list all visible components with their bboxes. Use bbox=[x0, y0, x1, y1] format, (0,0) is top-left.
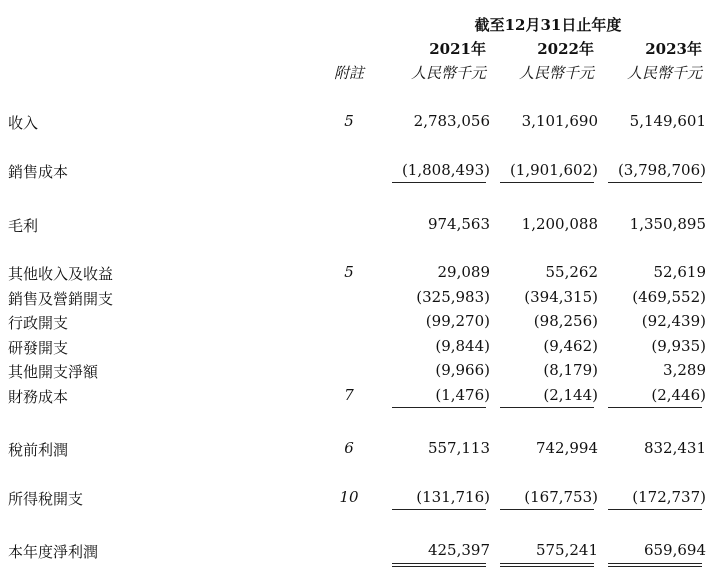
row-note: 10 bbox=[339, 488, 359, 506]
subtotal-rule bbox=[500, 182, 594, 183]
subtotal-rule bbox=[392, 509, 486, 510]
subtotal-rule bbox=[500, 509, 594, 510]
row-value-2022: 3,101,690 bbox=[521, 112, 598, 130]
row-label: 所得稅開支 bbox=[8, 490, 84, 508]
row-value-2023: 5,149,601 bbox=[629, 112, 706, 130]
total-double-rule bbox=[608, 563, 702, 567]
row-note: 5 bbox=[344, 112, 354, 130]
row-note: 5 bbox=[344, 263, 354, 281]
row-value-2022: (8,179) bbox=[543, 361, 598, 379]
subtotal-rule bbox=[608, 509, 702, 510]
subtotal-rule bbox=[608, 182, 702, 183]
row-value-2021: (131,716) bbox=[416, 488, 490, 506]
row-value-2022: (9,462) bbox=[543, 337, 598, 355]
total-double-rule bbox=[500, 563, 594, 567]
row-value-2023: 3,289 bbox=[663, 361, 706, 379]
subtotal-rule bbox=[500, 407, 594, 408]
row-label: 行政開支 bbox=[8, 314, 69, 332]
row-label: 毛利 bbox=[8, 217, 39, 235]
row-value-2023: 659,694 bbox=[643, 541, 706, 559]
row-value-2023: (9,935) bbox=[651, 337, 706, 355]
row-label: 銷售及營銷開支 bbox=[8, 290, 114, 308]
row-value-2022: 575,241 bbox=[535, 541, 598, 559]
row-label: 財務成本 bbox=[8, 388, 69, 406]
year-2022: 2022年 bbox=[537, 40, 594, 58]
row-value-2023: 832,431 bbox=[643, 439, 706, 457]
row-value-2023: (3,798,706) bbox=[617, 161, 706, 179]
row-value-2021: 425,397 bbox=[427, 541, 490, 559]
period-heading: 截至12月31日止年度 bbox=[474, 16, 622, 34]
total-double-rule bbox=[392, 563, 486, 567]
row-label: 稅前利潤 bbox=[8, 441, 69, 459]
row-value-2023: 52,619 bbox=[653, 263, 706, 281]
unit-2022: 人民幣千元 bbox=[518, 64, 594, 82]
row-label: 銷售成本 bbox=[8, 163, 69, 181]
year-2023: 2023年 bbox=[645, 40, 702, 58]
row-value-2022: 742,994 bbox=[535, 439, 598, 457]
row-label: 其他收入及收益 bbox=[8, 265, 114, 283]
row-value-2022: (2,144) bbox=[543, 386, 598, 404]
row-label: 收入 bbox=[8, 114, 39, 132]
row-value-2022: (394,315) bbox=[524, 288, 598, 306]
row-value-2022: 55,262 bbox=[545, 263, 598, 281]
row-value-2021: (325,983) bbox=[416, 288, 490, 306]
unit-2021: 人民幣千元 bbox=[410, 64, 486, 82]
row-note: 7 bbox=[344, 386, 354, 404]
row-value-2021: (99,270) bbox=[425, 312, 490, 330]
unit-2023: 人民幣千元 bbox=[626, 64, 702, 82]
row-value-2021: 557,113 bbox=[427, 439, 490, 457]
year-2021: 2021年 bbox=[429, 40, 486, 58]
row-value-2021: 974,563 bbox=[427, 215, 490, 233]
row-value-2021: 2,783,056 bbox=[413, 112, 490, 130]
row-value-2023: (469,552) bbox=[632, 288, 706, 306]
row-value-2022: (167,753) bbox=[524, 488, 598, 506]
subtotal-rule bbox=[608, 407, 702, 408]
row-value-2022: (98,256) bbox=[533, 312, 598, 330]
row-value-2023: (2,446) bbox=[651, 386, 706, 404]
row-label: 研發開支 bbox=[8, 339, 69, 357]
note-column-header: 附註 bbox=[333, 64, 364, 82]
row-value-2023: 1,350,895 bbox=[629, 215, 706, 233]
row-value-2021: (9,844) bbox=[435, 337, 490, 355]
row-note: 6 bbox=[344, 439, 354, 457]
row-label: 其他開支淨額 bbox=[8, 363, 99, 381]
row-value-2023: (92,439) bbox=[641, 312, 706, 330]
subtotal-rule bbox=[392, 407, 486, 408]
row-value-2021: (1,808,493) bbox=[401, 161, 490, 179]
row-label: 本年度淨利潤 bbox=[8, 543, 99, 561]
row-value-2022: (1,901,602) bbox=[509, 161, 598, 179]
subtotal-rule bbox=[392, 182, 486, 183]
row-value-2023: (172,737) bbox=[632, 488, 706, 506]
row-value-2021: (9,966) bbox=[435, 361, 490, 379]
row-value-2021: 29,089 bbox=[437, 263, 490, 281]
row-value-2021: (1,476) bbox=[435, 386, 490, 404]
row-value-2022: 1,200,088 bbox=[521, 215, 598, 233]
